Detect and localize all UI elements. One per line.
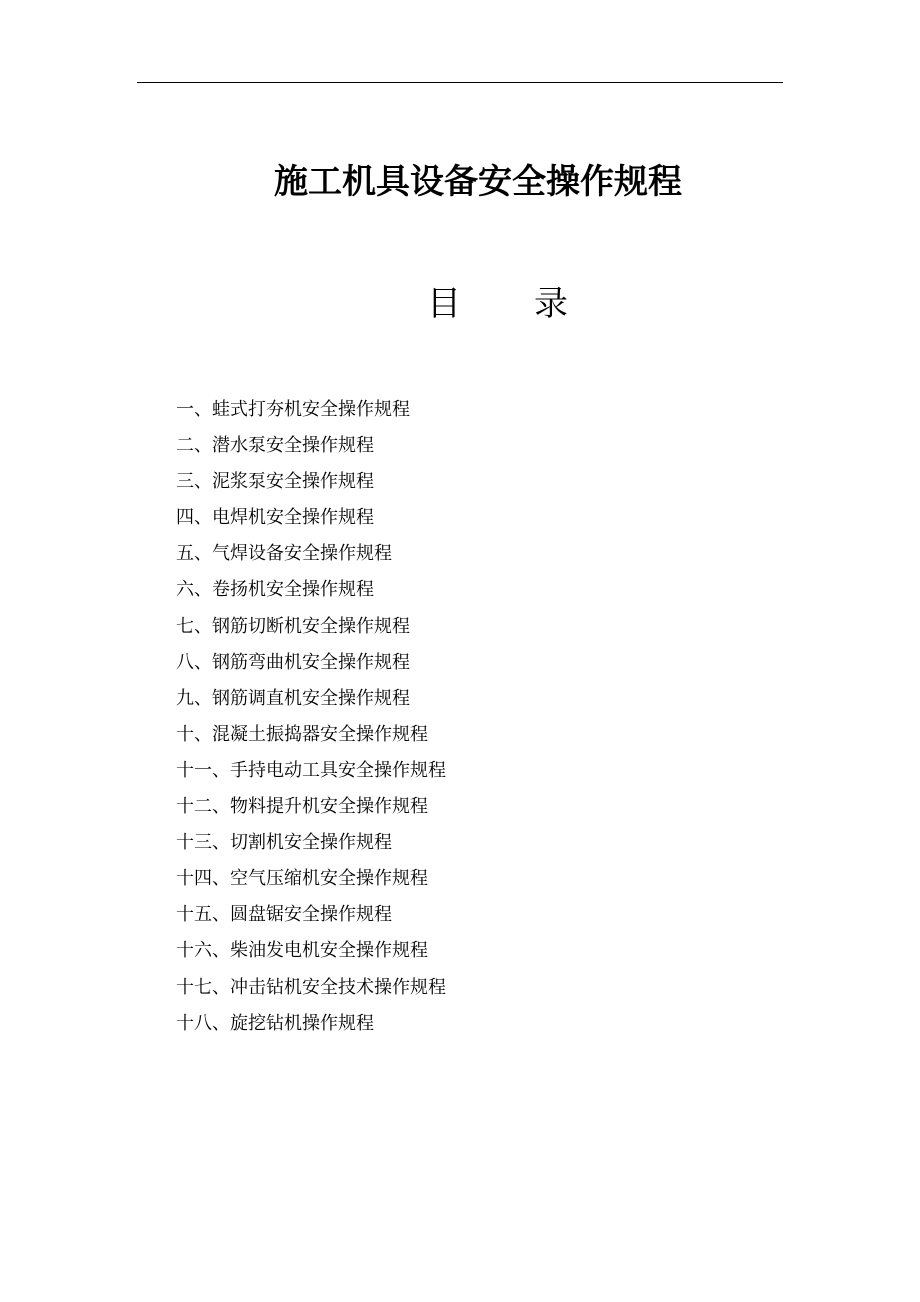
toc-item: 七、钢筋切断机安全操作规程 <box>176 615 410 637</box>
toc-item: 六、卷扬机安全操作规程 <box>176 579 374 601</box>
toc-item: 十七、冲击钻机安全技术操作规程 <box>176 976 446 998</box>
header-rule <box>137 82 783 83</box>
toc-list <box>176 392 446 1042</box>
toc-heading <box>0 280 920 330</box>
document-title: 施工机具设备安全操作规程 <box>274 162 682 202</box>
toc-item: 四、电焊机安全操作规程 <box>176 507 374 529</box>
toc-item: 五、气焊设备安全操作规程 <box>176 543 392 565</box>
toc-item: 十六、柴油发电机安全操作规程 <box>176 940 428 962</box>
toc-item: 三、泥浆泵安全操作规程 <box>176 471 374 493</box>
toc-item: 十二、物料提升机安全操作规程 <box>176 796 428 818</box>
toc-item: 十一、手持电动工具安全操作规程 <box>176 759 446 781</box>
toc-item: 十三、切割机安全操作规程 <box>176 832 392 854</box>
toc-heading-char-1: 目 <box>427 284 461 324</box>
toc-item: 二、潜水泵安全操作规程 <box>176 435 374 457</box>
toc-item: 一、蛙式打夯机安全操作规程 <box>176 399 410 420</box>
toc-heading-char-2: 录 <box>534 284 568 324</box>
toc-item: 十、混凝土振捣器安全操作规程 <box>176 723 428 745</box>
toc-item: 十八、旋挖钻机操作规程 <box>176 1012 374 1034</box>
toc-item: 十五、圆盘锯安全操作规程 <box>176 904 392 926</box>
toc-item: 十四、空气压缩机安全操作规程 <box>176 868 428 890</box>
toc-item: 八、钢筋弯曲机安全操作规程 <box>176 651 410 673</box>
toc-item: 九、钢筋调直机安全操作规程 <box>176 687 410 709</box>
